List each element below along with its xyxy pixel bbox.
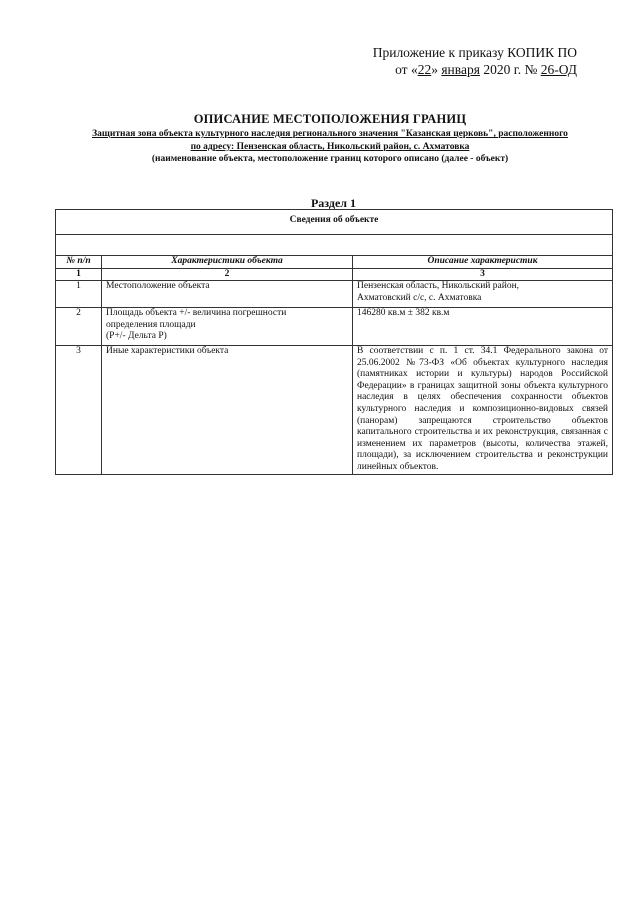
row-description-line1: Пензенская область, Никольский район, — [357, 281, 520, 291]
row-characteristic-line3: (P+/- Дельта P) — [106, 331, 167, 341]
table-row — [56, 281, 613, 308]
table-row — [56, 346, 613, 475]
header-number: № п/п — [56, 256, 102, 269]
appendix-day-close: » — [431, 62, 438, 77]
header-description: Описание характеристик — [353, 256, 613, 269]
row-characteristic-line2: определения площади — [106, 319, 196, 330]
row-number: 2 — [56, 308, 102, 346]
appendix-year: 2020 г. № — [479, 62, 541, 77]
row-description: 146280 кв.м ± 382 кв.м — [353, 308, 613, 346]
table-row — [56, 308, 613, 346]
column-number-2: 2 — [102, 268, 353, 281]
row-characteristic: Местоположение объекта — [102, 281, 353, 308]
section-title: Раздел 1 — [310, 196, 357, 210]
document-heading — [50, 111, 610, 165]
appendix-header — [373, 44, 577, 78]
table-header-row — [56, 256, 613, 269]
row-characteristic: Иные характеристики объекта — [102, 346, 353, 475]
object-caption: (наименование объекта, местоположение границ которого описано (далее - объект) — [151, 154, 509, 164]
appendix-prefix: от « — [395, 62, 418, 77]
row-number: 3 — [56, 346, 102, 475]
row-description: В соответствии с п. 1 ст. 34.1 Федерального закона от 25.06.2002 №73-ФЗ «Об объектах культурного наследия (памятниках истории и культуры) народов Российской Федерации» в границах защитной зоны объекта культурного наследия в целях обеспечения сохранности объектов культурного наследия и композиционно-видовых связей (панорам) запрещаются строительство объектов капитального строительства и их реконструкция, связанная с изменением их параметров (высоты, количества этажей, площади), за исключением строительства и реконструкции линейных объектов. — [353, 346, 613, 475]
document-title: ОПИСАНИЕ МЕСТОПОЛОЖЕНИЯ ГРАНИЦ — [193, 112, 467, 126]
row-number: 1 — [56, 281, 102, 308]
table-caption: Сведения об объекте — [56, 210, 613, 235]
appendix-day: 22 — [417, 62, 432, 77]
appendix-number: 26-ОД — [540, 62, 577, 77]
row-characteristic-line1: Площадь объекта +/- величина погрешности — [106, 308, 287, 318]
appendix-month: января — [441, 62, 480, 77]
table-spacer — [56, 235, 613, 256]
row-characteristic — [102, 308, 353, 346]
column-number-1: 1 — [56, 268, 102, 281]
column-number-row — [56, 268, 613, 281]
object-info-table — [55, 209, 613, 475]
object-name-line2: по адресу: Пензенская область, Никольский район, с. Ахматовка — [190, 142, 470, 152]
table-spacer-row — [56, 235, 613, 256]
header-characteristic: Характеристики объекта — [102, 256, 353, 269]
appendix-line1: Приложение к приказу КОПИК ПО — [372, 45, 577, 60]
table-caption-row — [56, 210, 613, 235]
appendix-line2 — [373, 61, 577, 78]
column-number-3: 3 — [353, 268, 613, 281]
row-description — [353, 281, 613, 308]
object-name-line1: Защитная зона объекта культурного наследия регионального значения "Казанская церковь", расположенного — [92, 129, 568, 139]
row-description-line2: Ахматовский с/с, с. Ахматовка — [357, 292, 482, 303]
